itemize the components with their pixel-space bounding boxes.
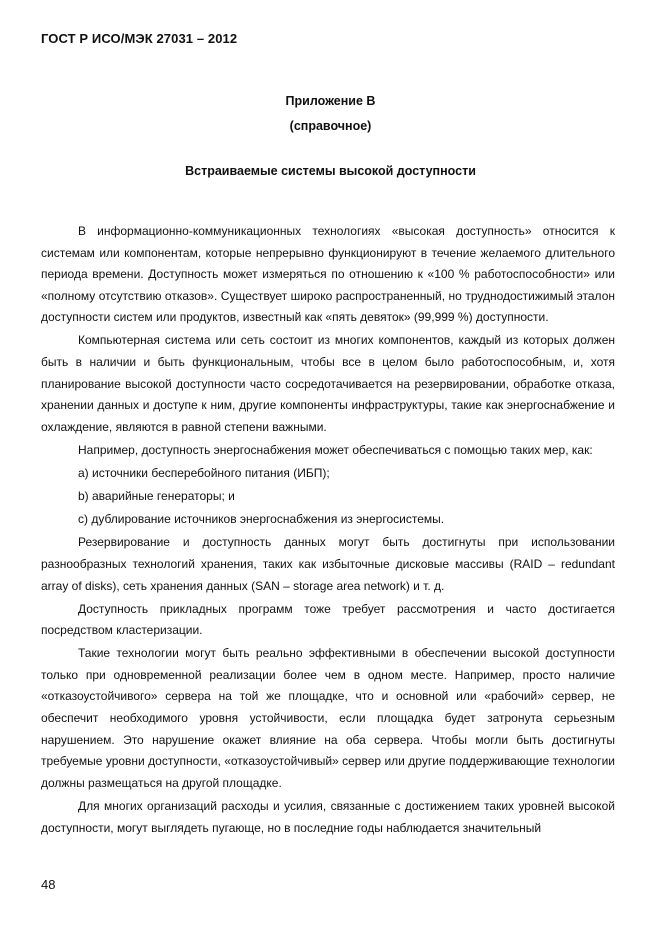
paragraph: В информационно-коммуникационных технологиях «высокая доступность» относится к системам или компонентам, которые непрерывно функционируют в течение желаемого длительного периода времени. Доступность может измеряться по отношению к «100 % работоспособности» или «полному отсутствию отказов». Существует широко распространенный, но труднодостижимый эталон доступности систем или продуктов, известный как «пять девяток» (99,999 %) доступности. bbox=[41, 224, 615, 325]
list-item: b) аварийные генераторы; и bbox=[78, 489, 235, 504]
paragraph: Компьютерная система или сеть состоит из многих компонентов, каждый из которых должен быть в наличии и быть функциональным, чтобы все в целом было работоспособным, и, хотя планирование высокой доступности часто сосредотачивается на резервировании, обработке отказа, хранении данных и доступе к ним, другие компоненты инфраструктуры, такие как энергоснабжение и охлаждение, являются в равной степени важными. bbox=[41, 333, 615, 434]
appendix-type: (справочное) bbox=[289, 119, 372, 133]
section-title: Встраиваемые системы высокой доступности bbox=[185, 164, 476, 178]
paragraph: Для многих организаций расходы и усилия, связанные с достижением таких уровней высокой доступности, могут выглядеть пугающе, но в последние годы наблюдается значительный bbox=[41, 798, 615, 835]
body-text bbox=[41, 221, 615, 841]
page-number: 48 bbox=[41, 877, 56, 892]
list-item: с) дублирование источников энергоснабжения из энергосистемы. bbox=[78, 512, 445, 527]
document-header: ГОСТ Р ИСО/МЭК 27031 – 2012 bbox=[41, 31, 238, 46]
paragraph: Такие технологии могут быть реально эффективными в обеспечении высокой доступности только при одновременной реализации более чем в одном месте. Например, просто наличие «отказоустойчивого» сервера на той же площадке, что и основной или «рабочий» сервер, не обеспечит необходимого уровня устойчивости, если площадка будет затронута серьезным нарушением. Это нарушение окажет влияние на оба сервера. Чтобы могли быть достигнуты требуемые уровни доступности, «отказоустойчивый» сервер или другие поддерживающие технологии должны размещаться на другой площадке. bbox=[41, 646, 615, 790]
appendix-title: Приложение В bbox=[285, 94, 376, 108]
list-item: а) источники бесперебойного питания (ИБП); bbox=[78, 466, 330, 481]
paragraph: Например, доступность энергоснабжения может обеспечиваться с помощью таких мер, как: bbox=[78, 442, 593, 457]
paragraph: Доступность прикладных программ тоже требует рассмотрения и часто достигается посредством кластеризации. bbox=[41, 601, 615, 638]
paragraph: Резервирование и доступность данных могут быть достигнуты при использовании разнообразных технологий хранения, таких как избыточные дисковые массивы (RAID – redundant array of disks), сеть хранения данных (SAN – storage area network) и т. д. bbox=[41, 535, 615, 593]
